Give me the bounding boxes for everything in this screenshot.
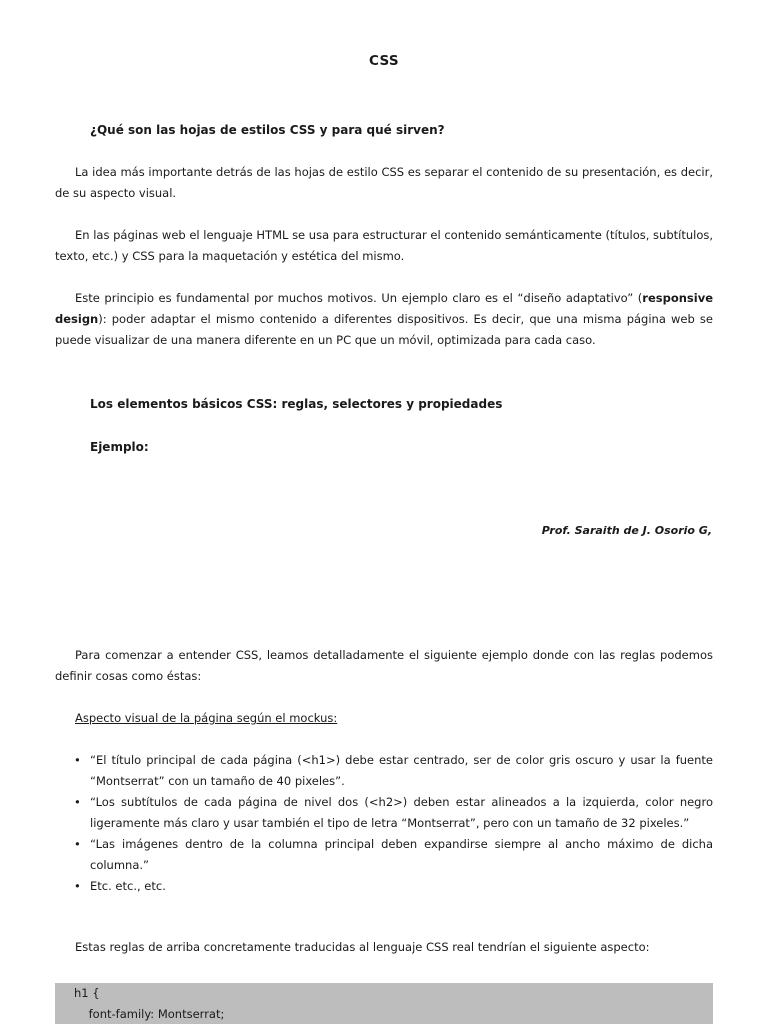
bullet-item <box>55 876 713 897</box>
paragraph-responsive <box>55 288 713 351</box>
author-signature: Prof. Saraith de J. Osorio G, <box>541 524 712 537</box>
code-block <box>55 983 713 1024</box>
section-heading-what-is-css: ¿Qué son las hojas de estilos CSS y para qué sirven? <box>90 123 445 137</box>
paragraph-responsive-text-a: Este principio es fundamental por muchos motivos. Un ejemplo claro es el “diseño adaptativo” ( <box>75 291 643 305</box>
bullet-icon: • <box>74 837 81 851</box>
bullet-item <box>55 834 713 876</box>
paragraph-html-css: En las páginas web el lenguaje HTML se usa para estructurar el contenido semánticamente (títulos, subtítulos, texto, etc.) y CSS para la maquetación y estética del mismo. <box>55 228 714 263</box>
responsive-design-term: responsive design <box>55 291 713 326</box>
section-heading-basics: Los elementos básicos CSS: reglas, selectores y propiedades <box>90 397 503 411</box>
example-label: Ejemplo: <box>90 440 149 454</box>
bullet-text: “El título principal de cada página (<h1>) debe estar centrado, ser de color gris oscuro y usar la fuente “Montserrat” con un tamaño de 40 pixeles”. <box>90 753 713 788</box>
bullet-text: Etc. etc., etc. <box>90 879 166 893</box>
bullet-icon: • <box>74 753 81 767</box>
bullet-item <box>55 750 713 792</box>
bullet-text: “Los subtítulos de cada página de nivel dos (<h2>) deben estar alineados a la izquierda, color negro ligeramente más claro y usar también el tipo de letra “Montserrat”, pero con un tamaño de 32 pixeles.” <box>90 795 713 830</box>
visual-aspect-heading: Aspecto visual de la página según el mockus: <box>75 711 338 725</box>
bullet-text: “Las imágenes dentro de la columna principal deben expandirse siempre al ancho máximo de dicha columna.” <box>90 837 713 872</box>
code-line: h1 { <box>74 986 100 1000</box>
paragraph-responsive-text-b: ): poder adaptar el mismo contenido a diferentes dispositivos. Es decir, que una misma página web se puede visualizar de una manera diferente en un PC que un móvil, optimizada para cada caso. <box>55 312 713 347</box>
rules-bullet-list <box>55 750 713 897</box>
document-title: CSS <box>369 53 399 69</box>
code-line: font-family: Montserrat; <box>74 1007 225 1021</box>
paragraph-css-translation: Estas reglas de arriba concretamente traducidas al lenguaje CSS real tendrían el siguiente aspecto: <box>75 940 650 954</box>
bullet-icon: • <box>74 795 81 809</box>
bullet-item <box>55 792 713 834</box>
paragraph-intro: La idea más importante detrás de las hojas de estilo CSS es separar el contenido de su presentación, es decir, de su aspecto visual. <box>55 165 713 200</box>
paragraph-example-intro: Para comenzar a entender CSS, leamos detalladamente el siguiente ejemplo donde con las reglas podemos definir cosas como éstas: <box>55 648 713 683</box>
bullet-icon: • <box>74 879 81 893</box>
